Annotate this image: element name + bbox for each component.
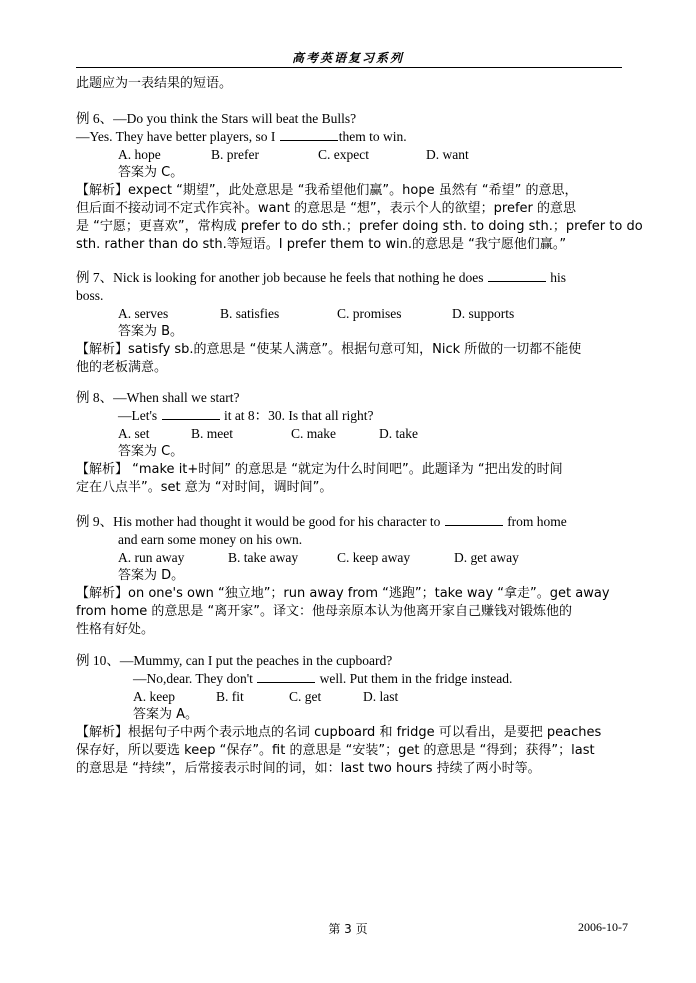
analysis-line: 保存好，所以要选 keep “保存”。fit 的意思是 “安装”；get 的意思是 “得到；获得”；last xyxy=(76,743,595,758)
page-header-title: 高考英语复习系列 xyxy=(291,51,404,65)
analysis-line: 【解析】根据句子中两个表示地点的名词 cupboard 和 fridge 可以看出，是要把 peaches xyxy=(76,725,602,740)
question-line: and earn some money on his own. xyxy=(118,532,303,547)
question-line: 例 7、Nick is looking for another job because he feels that nothing he does his xyxy=(76,270,567,285)
question-line: 例 6、—Do you think the Stars will beat the Bulls? xyxy=(76,111,357,126)
analysis-line: sth. rather than do sth.等短语。I prefer them to win.的意思是 “我宁愿他们赢。” xyxy=(76,237,567,252)
option: A. run away xyxy=(118,550,185,565)
question-line: boss. xyxy=(76,288,104,303)
answer-blank xyxy=(488,269,546,282)
options-row xyxy=(76,146,636,164)
example-6 xyxy=(76,110,643,254)
question-line: —Let's it at 8：30. Is that all right? xyxy=(118,408,374,423)
option: B. meet xyxy=(191,426,233,441)
answer-blank xyxy=(280,128,338,141)
options-row xyxy=(76,688,636,706)
analysis-line: 【解析】satisfy sb.的意思是 “使某人满意”。根据句意可知，Nick 所做的一切都不能使 xyxy=(76,342,582,357)
analysis-line: 【解析】 “make it+时间” 的意思是 “就定为什么时间吧”。此题译为 “把出发的时间 xyxy=(76,462,563,477)
question-line: 例 9、His mother had thought it would be good for his character to from home xyxy=(76,514,567,529)
intro-text: 此题应为一表结果的短语。 xyxy=(76,76,233,91)
option: C. get xyxy=(289,689,322,704)
analysis-line: 【解析】expect “期望”，此处意思是 “我希望他们赢”。hope 虽然有 “希望” 的意思， xyxy=(76,183,578,198)
example-8 xyxy=(76,389,636,497)
footer-date: 2006-10-7 xyxy=(578,920,628,934)
answer-line: 答案为 C。 xyxy=(118,444,184,459)
answer-line: 答案为 B。 xyxy=(118,324,184,339)
option: D. supports xyxy=(452,306,515,321)
option: D. want xyxy=(426,147,469,162)
question-line: —Yes. They have better players, so I them to win. xyxy=(76,129,407,144)
answer-line: 答案为 C。 xyxy=(118,165,184,180)
analysis-line: 定在八点半”。set 意为 “对时间，调时间”。 xyxy=(76,480,333,495)
example-10 xyxy=(76,652,636,778)
question-line: 例 8、—When shall we start? xyxy=(76,390,240,405)
example-9 xyxy=(76,513,636,639)
question-line: —No,dear. They don't well. Put them in the fridge instead. xyxy=(133,671,513,686)
analysis-line: 他的老板满意。 xyxy=(76,360,168,375)
option: D. last xyxy=(363,689,399,704)
option: A. set xyxy=(118,426,150,441)
analysis-line: 是 “宁愿；更喜欢”，常构成 prefer to do sth.；prefer doing sth. to doing sth.；prefer to do xyxy=(76,219,643,234)
option: B. take away xyxy=(228,550,299,565)
analysis-line: 的意思是 “持续”，后常接表示时间的词，如：last two hours 持续了两小时等。 xyxy=(76,761,541,776)
answer-blank xyxy=(445,513,503,526)
analysis-line: 性格有好处。 xyxy=(76,622,155,637)
answer-blank xyxy=(162,407,220,420)
options-row xyxy=(76,425,636,443)
option: B. satisfies xyxy=(220,306,280,321)
analysis-line: 但后面不接动词不定式作宾补。want 的意思是 “想”，表示个人的欲望；prefer 的意思 xyxy=(76,201,577,216)
option: D. get away xyxy=(454,550,519,565)
answer-line: 答案为 D。 xyxy=(118,568,185,583)
page-number: 第 3 页 xyxy=(328,922,368,936)
option: B. prefer xyxy=(211,147,259,162)
header-rule xyxy=(76,67,622,68)
answer-line: 答案为 A。 xyxy=(133,707,199,722)
option: A. serves xyxy=(118,306,169,321)
analysis-line: 【解析】on one's own “独立地”；run away from “逃跑”；take way “拿走”。get away xyxy=(76,586,610,601)
option: C. expect xyxy=(318,147,369,162)
intro-block xyxy=(76,75,636,93)
option: C. keep away xyxy=(337,550,411,565)
option: B. fit xyxy=(216,689,244,704)
option: C. promises xyxy=(337,306,402,321)
options-row xyxy=(76,305,636,323)
example-7 xyxy=(76,269,636,377)
option: D. take xyxy=(379,426,418,441)
answer-blank xyxy=(257,670,315,683)
question-line: 例 10、—Mummy, can I put the peaches in the cupboard? xyxy=(76,653,393,668)
option: A. keep xyxy=(133,689,175,704)
option: C. make xyxy=(291,426,336,441)
analysis-line: from home 的意思是 “离开家”。译文：他母亲原本认为他离开家自己赚钱对锻炼他的 xyxy=(76,604,572,619)
option: A. hope xyxy=(118,147,161,162)
options-row xyxy=(76,549,636,567)
